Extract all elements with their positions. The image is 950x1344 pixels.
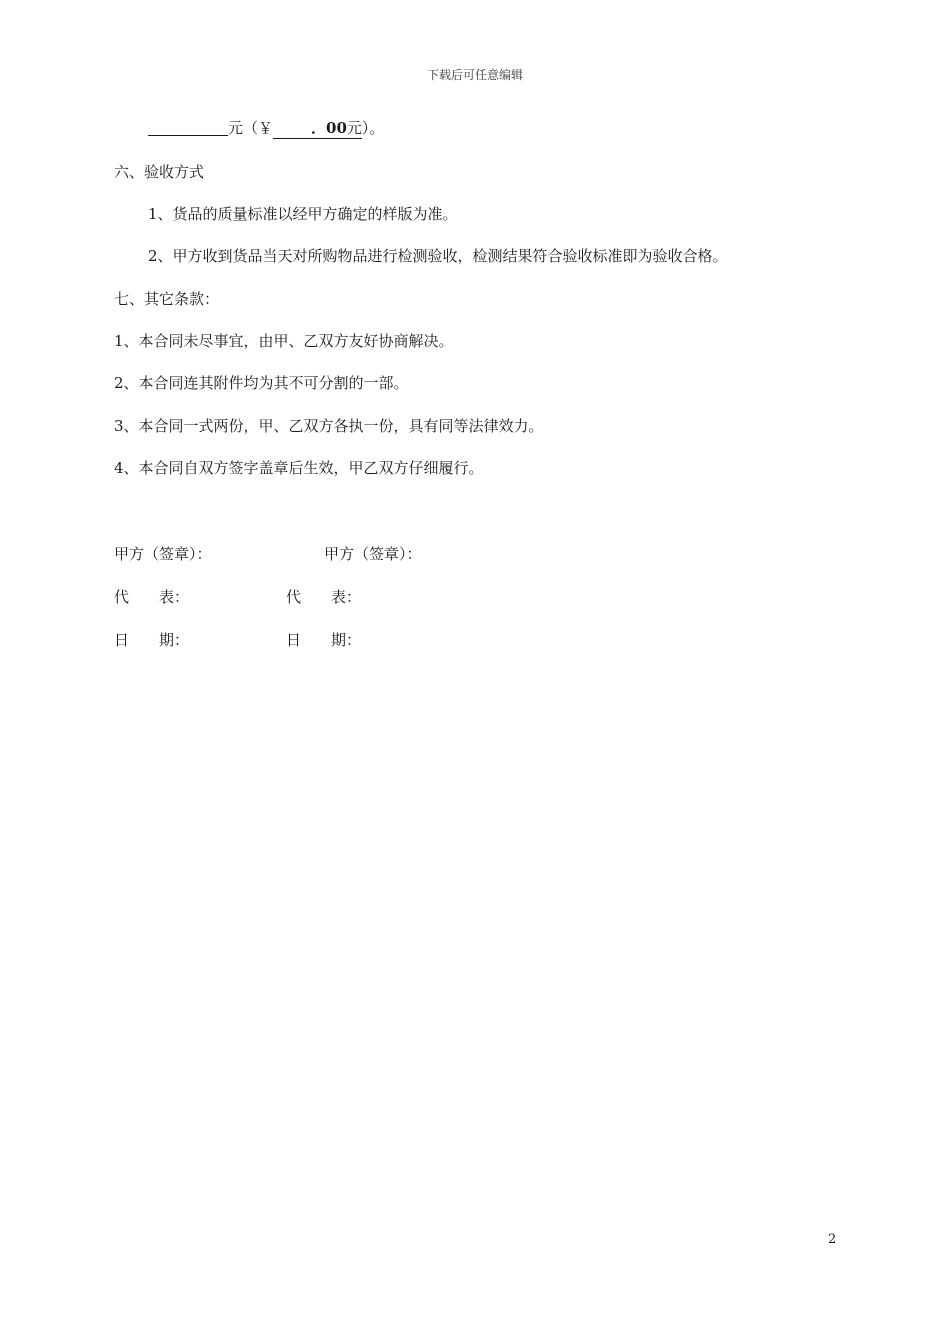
yen-symbol: ￥	[258, 119, 274, 137]
right-party-signature-label: 甲方（签章）：	[324, 545, 422, 563]
section7-item: 2、本合同连其附件均为其不可分割的一部。	[114, 374, 409, 392]
amount-blank-chinese	[148, 119, 228, 136]
amount-unit-close: 元	[346, 119, 362, 137]
right-representative-label: 代 表：	[286, 588, 362, 606]
amount-paren-close: ）。	[361, 119, 385, 137]
amount-line	[148, 118, 384, 138]
right-date-label: 日 期：	[286, 631, 362, 649]
section6-item: 1、货品的质量标准以经甲方确定的样版为准。	[148, 205, 458, 223]
section7-item: 4、本合同自双方签字盖章后生效，甲乙双方仔细履行。	[114, 459, 484, 477]
section7-item: 1、本合同未尽事宜，由甲、乙双方友好协商解决。	[114, 332, 454, 350]
section6-item: 2、甲方收到货品当天对所购物品进行检测验收，检测结果符合验收标准即为验收合格。	[148, 247, 728, 265]
page-header: 下载后可任意编辑	[426, 68, 523, 82]
page-number: 2	[828, 1232, 837, 1247]
section7-item: 3、本合同一式两份，甲、乙双方各执一份，具有同等法律效力。	[114, 417, 544, 435]
section6-title: 六、验收方式	[114, 163, 205, 181]
amount-decimal: ．00	[311, 119, 347, 137]
section7-title: 七、其它条款：	[114, 290, 220, 308]
left-party-signature-label: 甲方（签章）：	[114, 545, 212, 563]
currency-unit: 元（	[228, 119, 259, 137]
left-representative-label: 代 表：	[114, 588, 190, 606]
left-date-label: 日 期：	[114, 631, 190, 649]
